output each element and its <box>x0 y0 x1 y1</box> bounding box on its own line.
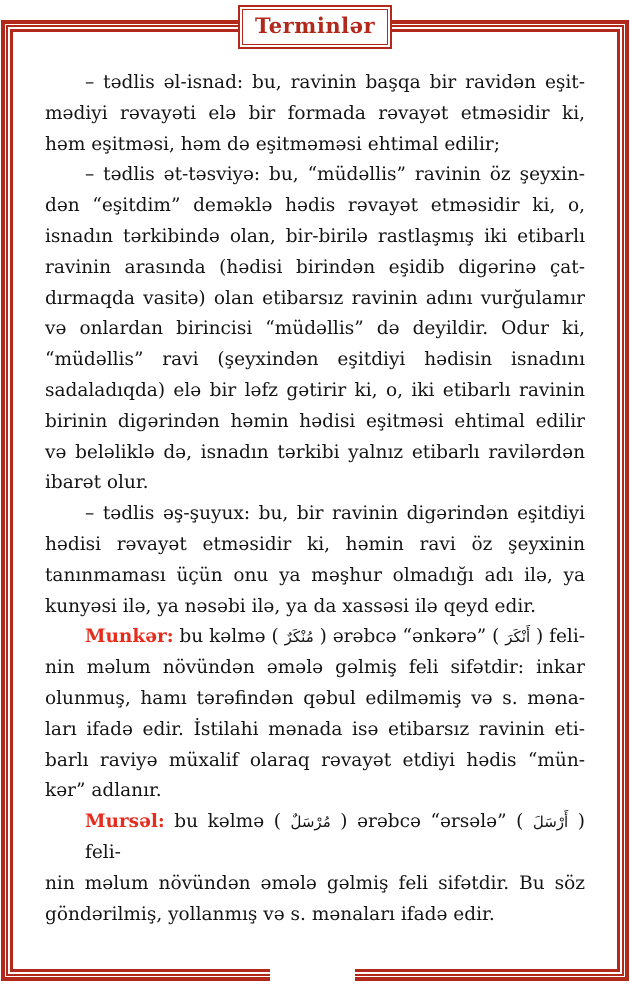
arabic-word: مُرْسَلٌ <box>290 813 331 832</box>
text-line <box>45 776 585 807</box>
text-segment: nin məlum növündən əmələ gəlmiş feli sifətdir: inkar <box>45 657 585 679</box>
page-header-box-inner <box>242 9 388 45</box>
text-line <box>45 561 585 592</box>
text-segment: kər” adlanır. <box>45 780 162 802</box>
text-segment: bu kəlmə ( <box>164 811 291 833</box>
text-segment: və onlardan birincisi “müdəllis” də deyildir. Odur ki, <box>45 318 585 340</box>
text-segment: “müdəllis” ravi (şeyxindən eşitdiyi hədisin isnadını <box>45 349 585 371</box>
text-segment: ları ifadə edir. İstilahi mənada isə etibarsız ravinin eti- <box>45 718 585 740</box>
text-line <box>45 438 585 469</box>
paragraph <box>45 622 585 807</box>
text-line <box>45 99 585 130</box>
text-line <box>45 746 585 777</box>
text-line <box>45 160 585 191</box>
text-line <box>45 314 585 345</box>
body-text <box>45 68 585 930</box>
text-line <box>45 869 585 900</box>
text-line <box>45 807 585 869</box>
text-segment: sadaladıqda) elə bir ləfz gətirir ki, o, iki etibarlı ravinin <box>45 379 585 401</box>
text-line <box>45 345 585 376</box>
page-title: Terminlər <box>254 13 376 38</box>
text-segment: ) feli- <box>85 811 585 863</box>
paragraph <box>45 807 585 930</box>
text-segment: hədisi rəvayət etməsidir ki, həmin ravi öz şeyxinin <box>45 533 585 555</box>
text-segment: birinin digərindən həmin hədisi eşitməsi ehtimal edilir <box>45 410 585 432</box>
text-line <box>45 376 585 407</box>
text-segment: – tədlis əş-şuyux: bu, bir ravinin digərindən eşitdiyi <box>85 503 585 525</box>
term-label: Mursəl: <box>85 811 165 833</box>
text-line <box>45 900 585 931</box>
paragraph <box>45 499 585 622</box>
arabic-word: مُنْكَرٌ <box>284 628 314 647</box>
text-line <box>45 684 585 715</box>
text-segment: – tədlis ət-təsviyə: bu, “müdəllis” ravinin öz şeyxin- <box>85 164 585 186</box>
term-label: Munkər: <box>85 626 174 648</box>
text-segment: ravinin arasında (hədisi birindən eşidib digərinə çat- <box>45 256 585 278</box>
arabic-word: أَرْسَلَ <box>532 813 569 832</box>
text-segment: ) ərəbcə “ərsələ” ( <box>330 811 533 833</box>
text-line <box>45 68 585 99</box>
text-segment: isnadın tərkibində olan, bir-birilə rastlaşmış iki etibarlı <box>45 225 585 247</box>
text-segment: – tədlis əl-isnad: bu, ravinin başqa bir ravidən eşit- <box>85 72 585 93</box>
text-segment: olunmuş, hamı tərəfindən qəbul edilməmiş və s. məna- <box>45 687 585 709</box>
text-segment: ) ərəbcə “ənkərə” ( <box>313 626 506 648</box>
text-line <box>45 284 585 315</box>
text-segment: barlı raviyə müxalif olaraq rəvayət etdiyi hədis “mün- <box>45 749 585 771</box>
text-segment: göndərilmiş, yollanmış və s. mənaları ifadə edir. <box>45 903 495 925</box>
text-line <box>45 499 585 530</box>
text-segment: kunyəsi ilə, ya nəsəbi ilə, ya da xassəsi ilə qeyd edir. <box>45 595 536 617</box>
text-line <box>45 222 585 253</box>
text-line <box>45 622 585 653</box>
text-line <box>45 468 585 499</box>
text-segment: ) feli- <box>530 626 585 648</box>
text-segment: dırmaqda vasitə) olan etibarsız ravinin adını vurğulamır <box>45 287 585 309</box>
text-line <box>45 253 585 284</box>
text-segment: bu kəlmə ( <box>173 626 285 648</box>
text-line <box>45 653 585 684</box>
text-segment: və beləliklə də, isnadın tərkibi yalnız etibarlı ravilərdən <box>45 441 585 463</box>
paragraph <box>45 160 585 499</box>
text-segment: həm eşitməsi, həm də eşitməməsi ehtimal edilir; <box>45 133 500 155</box>
text-line <box>45 715 585 746</box>
text-line <box>45 530 585 561</box>
text-line <box>45 407 585 438</box>
text-line <box>45 130 585 161</box>
page-header-box <box>238 5 392 49</box>
footer-border-gap <box>270 952 355 984</box>
text-segment: tanınmaması üçün onu ya məşhur olmadığı adı ilə, ya <box>45 564 585 586</box>
text-segment: nin məlum növündən əmələ gəlmiş feli sifətdir. Bu söz <box>45 872 585 894</box>
text-segment: dən “eşitdim” deməklə hədis rəvayət etməsidir ki, o, <box>45 195 585 217</box>
text-segment: mədiyi rəvayəti elə bir formada rəvayət etməsidir ki, <box>45 102 585 124</box>
arabic-word: أَنْكَرَ <box>505 628 531 647</box>
text-line <box>45 592 585 623</box>
paragraph <box>45 68 585 160</box>
text-line <box>45 191 585 222</box>
text-segment: ibarət olur. <box>45 472 149 494</box>
